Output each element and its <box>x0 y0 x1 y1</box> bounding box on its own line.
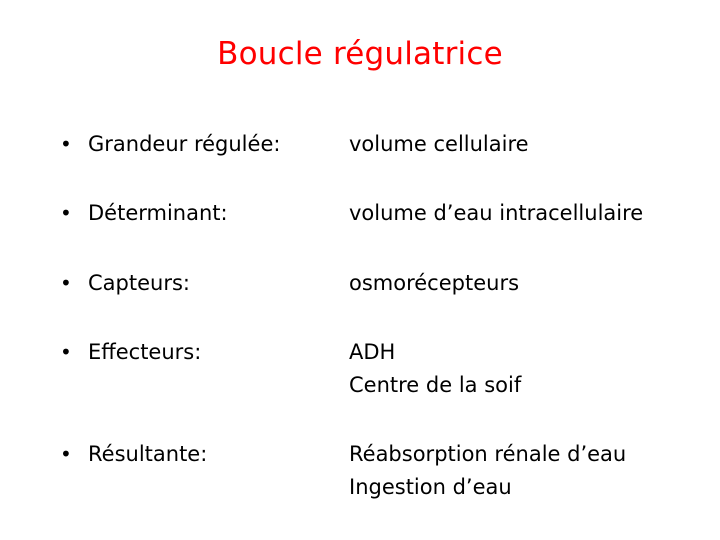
slide-title: Boucle régulatrice <box>217 36 503 72</box>
row-value <box>349 197 643 230</box>
row-label: Déterminant: <box>88 201 228 225</box>
row-label: Grandeur régulée: <box>88 132 281 156</box>
row-value-line: Ingestion d’eau <box>349 475 512 499</box>
row-value-line: volume d’eau intracellulaire <box>349 201 644 225</box>
row-value-line: osmorécepteurs <box>349 271 520 295</box>
row-label: Effecteurs: <box>88 340 202 364</box>
row-value-line: Réabsorption rénale d’eau <box>349 442 627 466</box>
row-label: Capteurs: <box>88 271 190 295</box>
row-value <box>349 336 521 402</box>
row-value-line: Centre de la soif <box>349 373 522 397</box>
row-label: Résultante: <box>88 442 208 466</box>
row-value <box>349 128 529 161</box>
bullet-icon: • <box>60 340 72 364</box>
row-value <box>349 267 519 300</box>
bullet-icon: • <box>60 442 72 466</box>
row-value <box>349 438 626 504</box>
bullet-icon: • <box>60 201 72 225</box>
bullet-icon: • <box>60 271 72 295</box>
bullet-icon: • <box>60 132 72 156</box>
row-value-line: ADH <box>349 340 396 364</box>
row-value-line: volume cellulaire <box>349 132 529 156</box>
